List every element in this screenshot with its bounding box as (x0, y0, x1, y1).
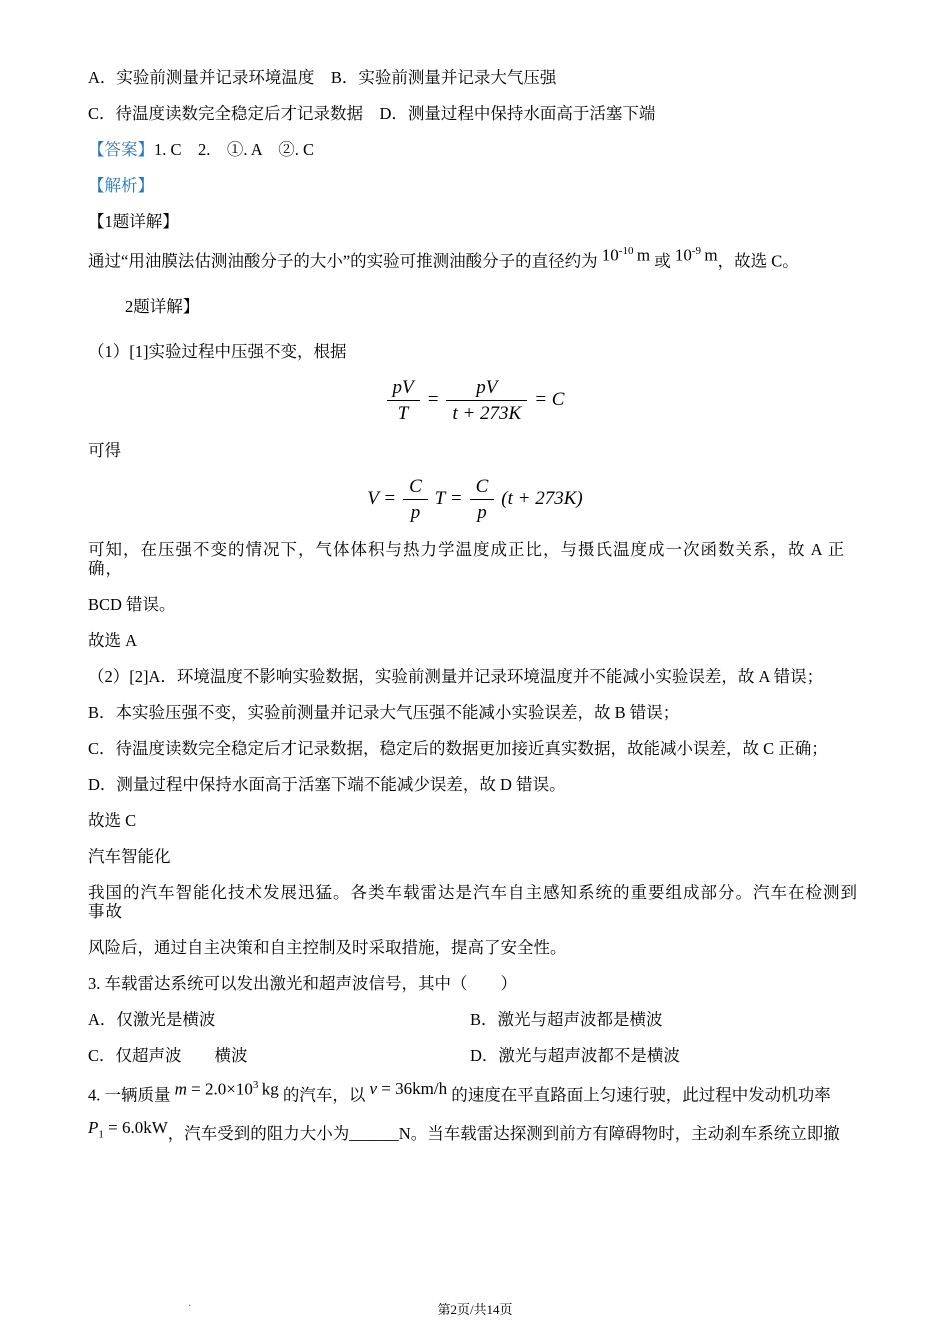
math-power: $P_1 = 6.0kW$ (88, 1118, 168, 1141)
math-1e-9-m: $10^{-9}$ m (674, 245, 718, 265)
fraction-pv-over-t273: $\frac{pV}{t + 273K}$ (446, 378, 527, 423)
equals-c: = C (534, 388, 565, 410)
intro-line-1: 我国的汽车智能化技术发展迅猛。各类车载雷达是汽车自主感知系统的重要组成部分。汽车在检测到事故 (88, 882, 858, 921)
q4-stem-line-2 (88, 1118, 862, 1150)
fraction-c-over-p-1: $\frac{C}{p}$ (403, 477, 428, 522)
options-line-ab: A．实验前测量并记录环境温度 B．实验前测量并记录大气压强 (88, 68, 557, 87)
options-line-cd: C．待温度读数完全稳定后才记录数据 D．测量过程中保持水面高于活塞下端 (88, 104, 656, 123)
q3-option-b: B．激光与超声波都是横波 (470, 1009, 663, 1029)
page-footer (0, 1299, 950, 1318)
detail-1-heading: 【1题详解】 (88, 212, 179, 231)
conclusion-line-1: 可知，在压强不变的情况下，气体体积与热力学温度成正比，与摄氏温度成一次函数关系，故 A 正确， (88, 539, 846, 578)
detail-2-heading: 2题详解】 (125, 296, 200, 316)
answer-line (88, 140, 862, 159)
step-2-option-c: C．待温度读数完全稳定后才记录数据，稳定后的数据更加接近真实数据，故能减小误差，故 C 正确； (88, 738, 828, 758)
gas-law-formula (88, 378, 862, 423)
q3-option-c: C．仅超声波 横波 (88, 1045, 248, 1065)
math-speed: v = 36km/h (369, 1079, 448, 1099)
math-1e-10-m: $10^{-10}$ m (601, 245, 651, 265)
v-equals: V = (367, 487, 397, 509)
step-1-text: （1）[1]实验过程中压强不变，根据 (88, 341, 347, 361)
math-mass: $m = 2.0\times 10^3$ kg (174, 1078, 279, 1099)
stray-dot: · (188, 1301, 192, 1312)
q4-text-4: ，汽车受到的阻力大小为______N。当车载雷达探测到前方有障碍物时，主动刹车系统立即撤 (167, 1124, 840, 1144)
volume-temperature-formula (88, 477, 862, 522)
oil-text-3: ，故选 C。 (717, 251, 799, 271)
conclusion-line-2: BCD 错误。 (88, 594, 176, 614)
equals-sign: = (426, 388, 440, 410)
t-equals: T = (434, 487, 463, 509)
chosen-answer-a: 故选 A (88, 630, 138, 650)
intro-line-2: 风险后，通过自主决策和自主控制及时采取措施，提高了安全性。 (88, 937, 567, 957)
q4-text-2: 的汽车，以 (282, 1085, 366, 1105)
section-title: 汽车智能化 (88, 846, 171, 866)
step-2-option-a: （2）[2]A．环境温度不影响实验数据，实验前测量并记录环境温度并不能减小实验误差，故 A 错误； (88, 666, 824, 686)
connector-kede: 可得 (88, 440, 121, 460)
q3-options-row-1 (88, 1010, 862, 1029)
fraction-c-over-p-2: $\frac{C}{p}$ (470, 477, 495, 522)
oil-text-2: 或 (654, 251, 671, 271)
q3-option-a: A．仅激光是横波 (88, 1009, 216, 1029)
oil-film-paragraph (88, 245, 862, 271)
analysis-line (88, 176, 862, 195)
t-plus-273: (t + 273K) (501, 487, 583, 509)
answer-values: 1. C 2. ①. A ②. C (154, 140, 314, 159)
step-2-option-d: D．测量过程中保持水面高于活塞下端不能减少误差，故 D 错误。 (88, 774, 566, 794)
oil-text-1: 通过“用油膜法估测油酸分子的大小”的实验可推测油酸分子的直径约为 (88, 251, 598, 271)
q4-text-3: 的速度在平直路面上匀速行驶，此过程中发动机功率 (451, 1085, 831, 1105)
step-2-option-b: B．本实验压强不变，实验前测量并记录大气压强不能减小实验误差，故 B 错误； (88, 702, 680, 722)
page-number: 第2页/共14页 (437, 1302, 513, 1317)
analysis-label: 【解析】 (88, 176, 154, 195)
q4-stem-line-1 (88, 1078, 862, 1105)
q3-stem: 3. 车载雷达系统可以发出激光和超声波信号，其中（ ） (88, 973, 517, 993)
q3-options-row-2 (88, 1046, 862, 1065)
fraction-pv-over-t: $\frac{pV}{T}$ (387, 378, 420, 423)
answer-label: 【答案】 (88, 140, 154, 159)
q4-text-1: 4. 一辆质量 (88, 1085, 171, 1105)
q3-option-d: D．激光与超声波都不是横波 (470, 1045, 680, 1065)
chosen-answer-c: 故选 C (88, 810, 137, 830)
